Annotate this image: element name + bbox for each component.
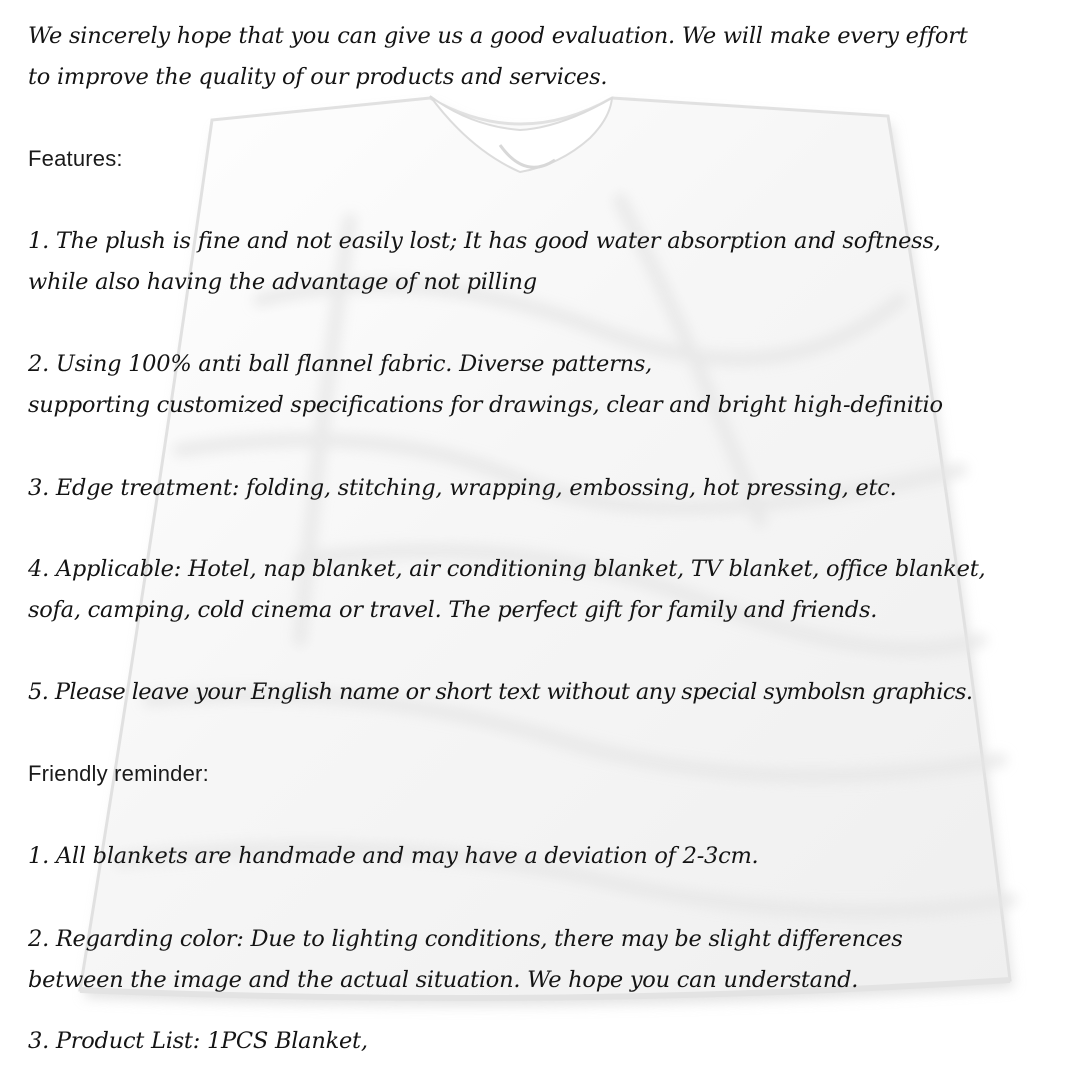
feature-2-line-1: 2. Using 100% anti ball flannel fabric. Diverse patterns,: [28, 351, 653, 377]
intro-line-1: We sincerely hope that you can give us a good evaluation. We will make every effort: [28, 23, 968, 49]
intro-line-2: to improve the quality of our products and services.: [28, 64, 608, 90]
reminder-2-line-2: between the image and the actual situation. We hope you can understand.: [28, 967, 859, 993]
feature-4-line-1: 4. Applicable: Hotel, nap blanket, air conditioning blanket, TV blanket, office blanket,: [28, 556, 986, 582]
reminder-3-line-1: 3. Product List: 1PCS Blanket,: [28, 1028, 368, 1054]
reminder-1-line-1: 1. All blankets are handmade and may have a deviation of 2-3cm.: [28, 843, 759, 869]
feature-3-line-1: 3. Edge treatment: folding, stitching, wrapping, embossing, hot pressing, etc.: [28, 475, 897, 501]
reminder-heading: Friendly reminder:: [28, 761, 209, 786]
feature-4-line-2: sofa, camping, cold cinema or travel. The perfect gift for family and friends.: [28, 597, 878, 623]
reminder-2-line-1: 2. Regarding color: Due to lighting conditions, there may be slight differences: [28, 926, 903, 952]
feature-5-line-1: 5. Please leave your English name or short text without any special symbolsn graphics.: [28, 679, 973, 705]
feature-1-line-1: 1. The plush is fine and not easily lost; It has good water absorption and softness,: [28, 228, 941, 254]
feature-2-line-2: supporting customized specifications for drawings, clear and bright high-definitio: [28, 392, 943, 418]
feature-1-line-2: while also having the advantage of not pilling: [28, 269, 537, 295]
features-heading: Features:: [28, 146, 123, 171]
